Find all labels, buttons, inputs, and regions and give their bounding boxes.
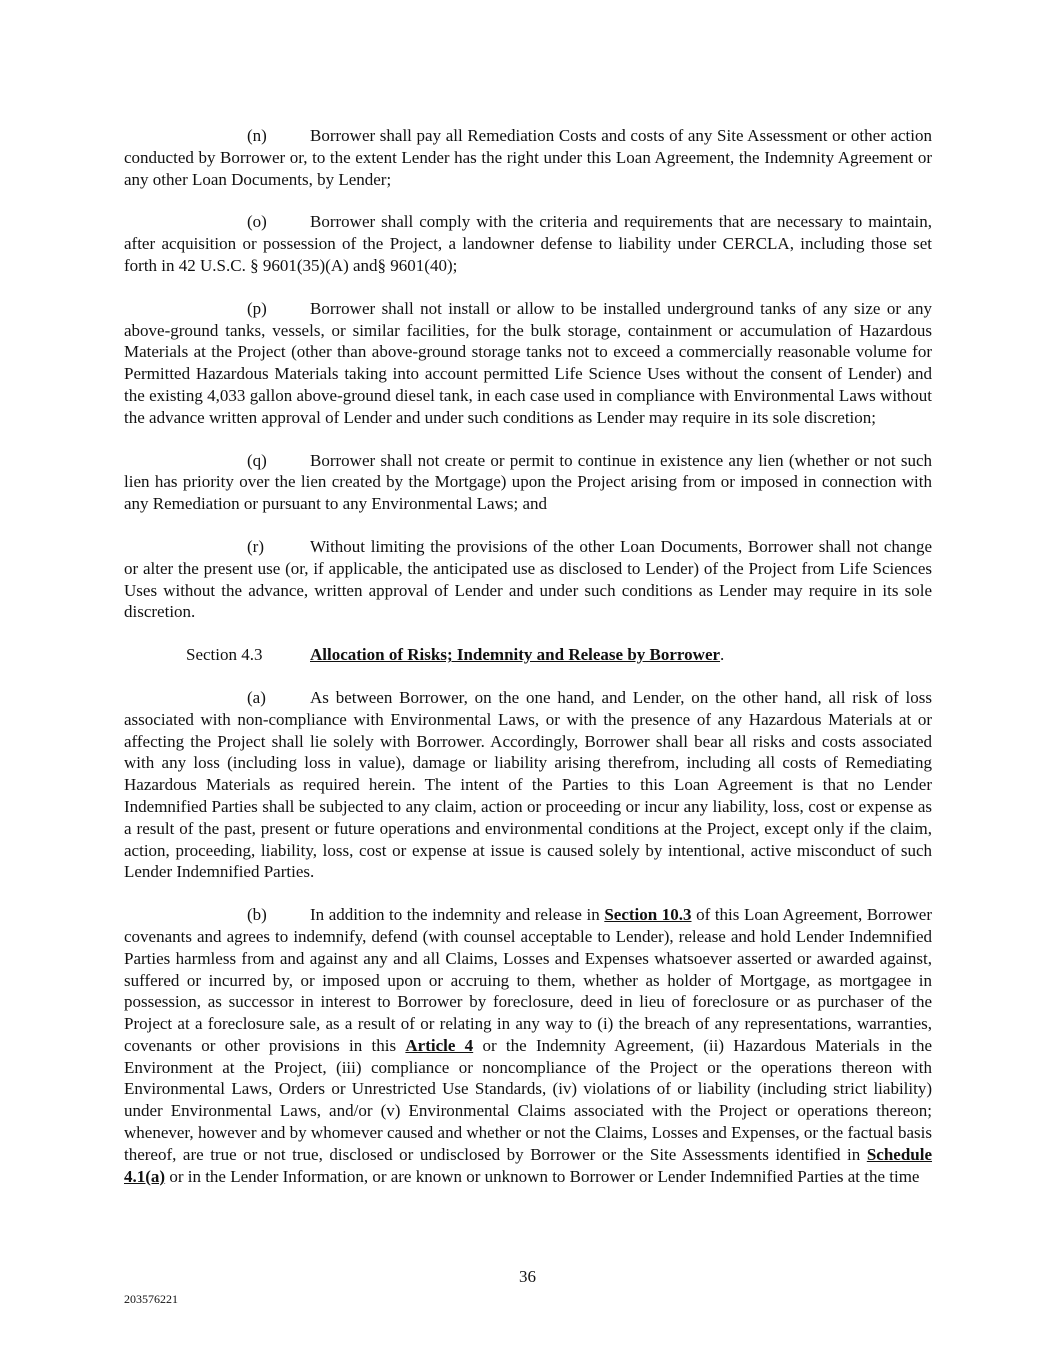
paragraph-o [124, 211, 932, 276]
section-title: Allocation of Risks; Indemnity and Release by Borrower [310, 645, 721, 665]
paragraph-p [124, 298, 932, 429]
paragraph-r [124, 536, 932, 623]
paragraph-marker: (q) [247, 450, 267, 470]
cross-reference-section-10-3: Section 10.3 [604, 905, 692, 925]
paragraph-a [124, 687, 932, 883]
section-number: Section 4.3 [186, 645, 263, 665]
paragraph-text: Borrower shall pay all Remediation Costs and costs of any Site Assessment or other action conducted by Borrower or, to the extent Lender has the right under this Loan Agreement, the Indemnity Agreement or any other Loan Documents, by Lender; [124, 126, 932, 189]
paragraph-marker: (b) [247, 905, 267, 925]
cross-reference-article-4: Article 4 [405, 1035, 474, 1055]
section-heading [124, 644, 932, 666]
paragraph-marker: (p) [247, 298, 267, 318]
paragraph-text: In addition to the indemnity and release in [310, 905, 605, 925]
paragraph-n [124, 125, 932, 190]
paragraph-text: or the Indemnity Agreement, (ii) Hazardous Materials in the Environment at the Project, (iii) compliance or noncompliance of the Project or the operations thereon with Environmental Laws, Orders or Unrestricted Use Standards, (iv) violations of or liability (including strict liability) under Environmental Laws, and/or (v) Environmental Claims associated with the Project or operations thereon; whenever, however and by whomever caused and whether or not the Claims, Losses and Expenses, or the factual basis thereof, are true or not true, disclosed or undisclosed by Borrower or the Site Assessments identified in [124, 1035, 932, 1164]
document-id: 203576221 [124, 1292, 178, 1306]
document-body [124, 125, 932, 1208]
paragraph-text: As between Borrower, on the one hand, and Lender, on the other hand, all risk of loss associated with non-compliance with Environmental Laws, or with the presence of any Hazardous Materials at or affecting the Project shall lie solely with Borrower. Accordingly, Borrower shall bear all risks and costs associated with any loss (including loss in value), damage or liability arising therefrom, including all costs of Remediating Hazardous Materials as required herein. The intent of the Parties to this Loan Agreement is that no Lender Indemnified Parties shall be subjected to any claim, action or proceeding or incur any liability, loss, cost or expense as a result of the past, present or future operations and environmental conditions at the Project, except only if the claim, action, proceeding, liability, loss, cost or expense at issue is caused solely by intentional, active misconduct of such Lender Indemnified Parties. [124, 687, 932, 882]
cross-reference-schedule-4-1a: Schedule 4.1(a) [124, 1144, 932, 1186]
paragraph-b [124, 904, 932, 1187]
paragraph-text: or in the Lender Information, or are known or unknown to Borrower or Lender Indemnified Parties at the time [165, 1166, 920, 1186]
paragraph-marker: (o) [247, 212, 267, 232]
paragraph-text: Borrower shall comply with the criteria and requirements that are necessary to maintain, after acquisition or possession of the Project, a landowner defense to liability under CERCLA, including those set forth in 42 U.S.C. § 9601(35)(A) and§ 9601(40); [124, 212, 932, 275]
section-title-period: . [720, 645, 725, 665]
paragraph-text: Without limiting the provisions of the other Loan Documents, Borrower shall not change or alter the present use (or, if applicable, the anticipated use as disclosed to Lender) of the Project from Life Sciences Uses without the advance, written approval of Lender and under such conditions as Lender may require in its sole discretion. [124, 536, 932, 622]
paragraph-text: Borrower shall not create or permit to continue in existence any lien (whether or not such lien has priority over the lien created by the Mortgage) upon the Project arising from or imposed in connection with any Remediation or pursuant to any Environmental Laws; and [124, 450, 932, 514]
paragraph-marker: (n) [247, 126, 267, 145]
paragraph-marker: (r) [247, 536, 264, 556]
paragraph-marker: (a) [247, 687, 266, 707]
page-number: 36 [519, 1267, 536, 1286]
paragraph-q [124, 450, 932, 515]
paragraph-text: Borrower shall not install or allow to be installed underground tanks of any size or any above-ground tanks, vessels, or similar facilities, for the bulk storage, containment or accumulation of Hazardous Materials at the Project (other than above-ground storage tanks not to exceed a commercially reasonable volume for Permitted Hazardous Materials taking into account permitted Life Science Uses without the consent of Lender) and the existing 4,033 gallon above-ground diesel tank, in each case used in compliance with Environmental Laws without the advance written approval of Lender and under such conditions as Lender may require in its sole discretion; [124, 298, 932, 427]
paragraph-text: of this Loan Agreement, Borrower covenants and agrees to indemnify, defend (with counsel acceptable to Lender), release and hold Lender Indemnified Parties harmless from and against any and all Claims, Losses and Expenses whatsoever asserted or awarded against, suffered or incurred by, or imposed upon or accruing to them, whether as holder of Mortgage, as mortgagee in possession, as successor in interest to Borrower by foreclosure, deed in lieu of foreclosure or as purchaser of the Project at a foreclosure sale, as a result of or relating in any way to (i) the breach of any representations, warranties, covenants or other provisions in this [124, 905, 932, 1055]
